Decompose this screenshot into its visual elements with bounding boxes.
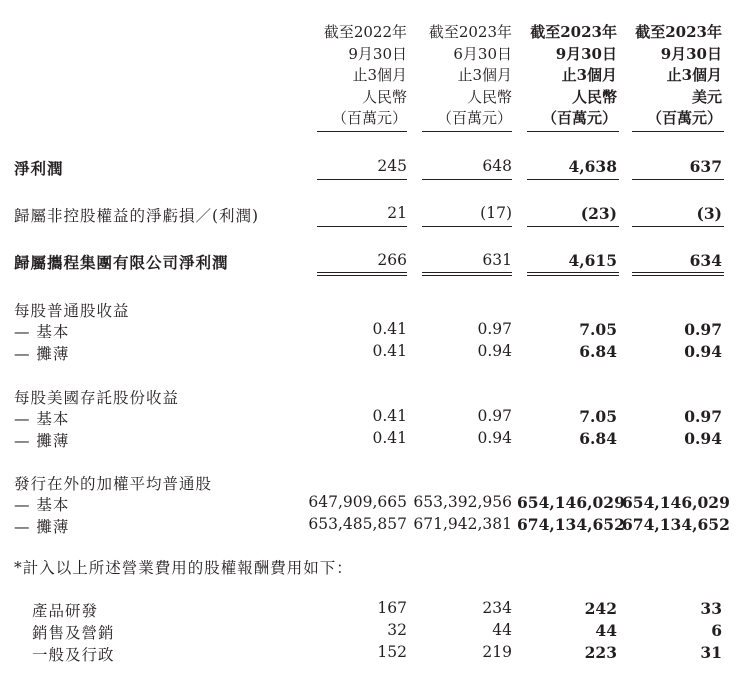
cell-eps-basic-2023q3-usd: 0.97 (684, 320, 722, 339)
cell-net-income-attr-2022q3: 266 (377, 251, 407, 269)
column-header-line: 人民幣 (466, 87, 512, 106)
total-double-rule (317, 275, 407, 276)
cell-shares-diluted-2023q3-rmb: 674,134,652 (517, 515, 625, 534)
total-double-rule (527, 272, 619, 273)
subtotal-rule (632, 226, 724, 227)
column-header-2023-q3-usd (622, 22, 722, 130)
total-double-rule (632, 275, 724, 276)
column-header-line: 止3個月 (561, 66, 617, 84)
column-header-line: 止3個月 (457, 66, 512, 84)
column-header-line: 9月30日 (348, 44, 407, 63)
section-title-eps: 每股普通股收益 (14, 302, 130, 320)
cell-eads-basic-2022q3: 0.41 (372, 407, 407, 425)
row-label-net-income-attributable: 歸屬攜程集團有限公司淨利潤 (14, 253, 229, 272)
cell-net-income-2022q3: 245 (377, 157, 407, 175)
row-label-shares-basic: — 基本 (14, 496, 70, 514)
header-rule (632, 131, 724, 132)
subtotal-rule (317, 179, 407, 180)
cell-shares-basic-2023q2: 653,392,956 (413, 493, 512, 511)
cell-shares-basic-2023q3-usd: 654,146,029 (622, 493, 730, 512)
row-label-net-income: 淨利潤 (14, 159, 64, 178)
cell-eps-diluted-2023q3-usd: 0.94 (684, 342, 722, 361)
column-header-line: （百萬元） (541, 109, 617, 127)
column-header-line: （百萬元） (331, 109, 407, 127)
cell-rnd-2023q3-usd: 33 (700, 599, 722, 618)
cell-nci-2023q2: (17) (480, 204, 512, 222)
column-header-line: 截至2023年 (428, 23, 512, 41)
row-label-nci: 歸屬非控股權益的淨虧損／(利潤) (14, 207, 260, 225)
cell-rnd-2022q3: 167 (377, 599, 407, 617)
header-rule (317, 131, 407, 132)
column-header-line: 人民幣 (361, 87, 407, 106)
footnote-share-based-compensation: *計入以上所述營業費用的股權報酬費用如下： (14, 559, 353, 577)
cell-net-income-2023q3-usd: 637 (689, 157, 722, 176)
column-header-line: 截至2023年 (635, 23, 722, 41)
row-label-eads-diluted: — 攤薄 (14, 432, 70, 450)
column-header-line: 美元 (691, 87, 722, 106)
cell-eps-basic-2022q3: 0.41 (372, 320, 407, 338)
column-header-line: 9月30日 (660, 44, 722, 63)
subtotal-rule (317, 226, 407, 227)
cell-eads-basic-2023q3-rmb: 7.05 (579, 407, 617, 426)
cell-shares-diluted-2023q2: 671,942,381 (413, 515, 512, 533)
row-label-eps-diluted: — 攤薄 (14, 345, 70, 363)
subtotal-rule (632, 179, 724, 180)
row-label-rnd: 產品研發 (32, 602, 99, 620)
column-header-line: 止3個月 (352, 66, 407, 84)
cell-eps-diluted-2023q3-rmb: 6.84 (579, 342, 617, 361)
total-double-rule (632, 272, 724, 273)
subtotal-rule (422, 179, 512, 180)
column-header-2023-q3-rmb (517, 22, 617, 130)
cell-eps-diluted-2022q3: 0.41 (372, 342, 407, 360)
cell-eads-diluted-2023q3-usd: 0.94 (684, 429, 722, 448)
cell-net-income-2023q3-rmb: 4,638 (568, 157, 617, 176)
cell-nci-2023q3-usd: (3) (696, 204, 722, 223)
column-header-2022-q3 (307, 22, 407, 130)
cell-eps-basic-2023q3-rmb: 7.05 (579, 320, 617, 339)
row-label-eps-basic: — 基本 (14, 323, 70, 341)
row-label-eads-basic: — 基本 (14, 410, 70, 428)
cell-sales-2023q3-usd: 6 (711, 621, 722, 640)
column-header-line: （百萬元） (436, 109, 512, 127)
column-header-line: 截至2023年 (530, 23, 617, 41)
cell-sales-2023q2: 44 (492, 621, 512, 639)
row-label-sales-marketing: 銷售及營銷 (32, 624, 115, 642)
column-header-line: 止3個月 (666, 66, 722, 84)
cell-ga-2022q3: 152 (377, 643, 407, 661)
cell-sales-2022q3: 32 (387, 621, 407, 639)
subtotal-rule (527, 179, 619, 180)
section-title-eads: 每股美國存託股份收益 (14, 389, 180, 407)
cell-rnd-2023q2: 234 (482, 599, 512, 617)
cell-eads-diluted-2023q3-rmb: 6.84 (579, 429, 617, 448)
cell-ga-2023q3-usd: 31 (700, 643, 722, 662)
cell-ga-2023q2: 219 (482, 643, 512, 661)
cell-ga-2023q3-rmb: 223 (584, 643, 617, 662)
cell-nci-2023q3-rmb: (23) (580, 204, 617, 223)
header-rule (422, 131, 512, 132)
cell-rnd-2023q3-rmb: 242 (584, 599, 617, 618)
total-double-rule (527, 275, 619, 276)
column-header-line: 人民幣 (571, 87, 617, 106)
cell-shares-basic-2023q3-rmb: 654,146,029 (517, 493, 625, 512)
cell-sales-2023q3-rmb: 44 (595, 621, 617, 640)
section-title-weighted-shares: 發行在外的加權平均普通股 (14, 475, 213, 493)
subtotal-rule (422, 226, 512, 227)
cell-eps-basic-2023q2: 0.97 (477, 320, 512, 338)
column-header-line: （百萬元） (646, 109, 722, 127)
column-header-line: 9月30日 (555, 44, 617, 63)
cell-nci-2022q3: 21 (387, 204, 407, 222)
total-double-rule (422, 272, 512, 273)
cell-shares-diluted-2023q3-usd: 674,134,652 (622, 515, 730, 534)
total-double-rule (317, 272, 407, 273)
cell-net-income-attr-2023q3-usd: 634 (689, 251, 722, 270)
cell-shares-basic-2022q3: 647,909,665 (308, 493, 407, 511)
cell-eads-basic-2023q3-usd: 0.97 (684, 407, 722, 426)
cell-eads-basic-2023q2: 0.97 (477, 407, 512, 425)
cell-net-income-2023q2: 648 (482, 157, 512, 175)
row-label-shares-diluted: — 攤薄 (14, 518, 70, 536)
total-double-rule (422, 275, 512, 276)
column-header-line: 6月30日 (453, 44, 512, 63)
column-header-2023-q2 (412, 22, 512, 130)
cell-net-income-attr-2023q3-rmb: 4,615 (568, 251, 617, 270)
cell-eads-diluted-2023q2: 0.94 (477, 429, 512, 447)
cell-eads-diluted-2022q3: 0.41 (372, 429, 407, 447)
column-header-line: 截至2022年 (323, 23, 407, 41)
row-label-general-admin: 一般及行政 (32, 646, 115, 664)
subtotal-rule (527, 226, 619, 227)
cell-net-income-attr-2023q2: 631 (482, 251, 512, 269)
cell-shares-diluted-2022q3: 653,485,857 (308, 515, 407, 533)
header-rule (527, 131, 619, 132)
cell-eps-diluted-2023q2: 0.94 (477, 342, 512, 360)
